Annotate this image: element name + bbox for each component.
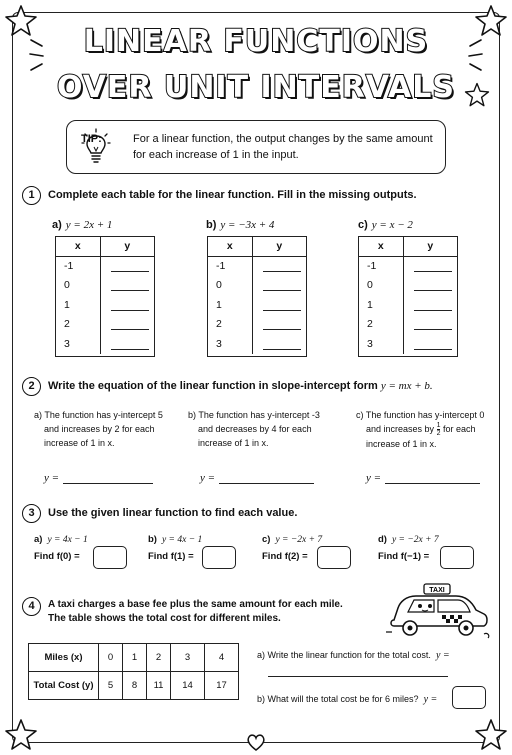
answer-blank[interactable] [111,340,149,350]
answer-blank[interactable] [414,281,452,291]
table-row: 1 [208,295,306,315]
table-row: Miles (x) 0 1 2 3 4 [29,644,239,672]
taxi-icon [384,582,494,642]
find-prompt: Find f(1) = [148,551,194,562]
table-row: -1 [56,256,154,276]
svg-text:TAXI: TAXI [429,587,445,594]
answer-blank[interactable] [111,262,149,272]
answer-blank[interactable] [263,301,301,311]
answer-blank[interactable] [414,340,452,350]
table-row-header: Miles (x) [29,644,99,672]
table-label-c: c) y = x − 2 [358,219,413,231]
table-row: 1 [359,295,457,315]
table-row-header: Total Cost (y) [29,672,99,700]
function-table-a: x y -1 0 1 2 3 [55,236,155,357]
question-4a: a) Write the linear function for the total cost. y = [257,650,450,661]
answer-line-2b[interactable]: y = [200,472,314,484]
problem-2c: c) The function has y-intercept 0 and increases by $\frac{1}{2}$ for each increase of 1 in x. [356,410,485,450]
table-row: 0 [359,276,457,296]
table-row: 3 [208,334,306,354]
table-row: 3 [56,334,154,354]
answer-blank[interactable] [111,281,149,291]
star-icon [4,718,38,752]
table-label-a: a) y = 2x + 1 [52,219,113,231]
table-row: 2 [56,315,154,335]
answer-blank[interactable] [263,340,301,350]
table-row: Total Cost (y) 5 8 11 14 17 [29,672,239,700]
function-table-b: x y -1 0 1 2 3 [207,236,307,357]
star-icon [474,718,508,752]
problem-3a-label: a) y = 4x − 1 [34,534,88,545]
section-number: 3 [22,504,41,523]
section-instruction: Write the equation of the linear function in slope-intercept form y = mx + b. [48,380,433,392]
section-instruction: Use the given linear function to find each value. [48,507,298,519]
table-row: 1 [56,295,154,315]
page-title-line2: OVER UNIT INTERVALS [57,70,455,105]
table-row: 2 [359,315,457,335]
problem-2a: a) The function has y-intercept 5 and increases by 2 for each increase of 1 in x. [34,410,163,448]
tip-text: For a linear function, the output changes by the same amount for each increase of 1 in the input. [133,133,433,161]
find-prompt: Find f(2) = [262,551,308,562]
taxi-cost-table [28,643,239,700]
problem-3c-label: c) y = −2x + 7 [262,534,323,545]
answer-blank[interactable] [414,301,452,311]
heart-icon [246,734,266,752]
section-instruction: A taxi charges a base fee plus the same amount for each mile. The table shows the total cost for different miles. [48,599,343,624]
answer-box-3c[interactable] [317,546,351,569]
answer-line-2a[interactable]: y = [44,472,153,484]
answer-blank[interactable] [263,262,301,272]
answer-blank[interactable] [111,320,149,330]
question-4b: b) What will the total cost be for 6 miles? y = [257,694,438,705]
answer-blank[interactable] [263,281,301,291]
find-prompt: Find f(−1) = [378,551,430,562]
table-row: -1 [359,256,457,276]
table-label-b: b) y = −3x + 4 [206,219,275,231]
section-number: 2 [22,377,41,396]
answer-box-3d[interactable] [440,546,474,569]
answer-blank[interactable] [263,320,301,330]
page-title-line1: LINEAR FUNCTIONS [83,24,429,59]
answer-blank[interactable] [414,262,452,272]
answer-box-3a[interactable] [93,546,127,569]
answer-box-3b[interactable] [202,546,236,569]
table-row: 0 [208,276,306,296]
tip-box [66,120,446,174]
table-row: 3 [359,334,457,354]
function-table-c: x y -1 0 1 2 3 [358,236,458,357]
answer-box-4b[interactable] [452,686,486,709]
answer-line-2c[interactable]: y = [366,472,480,484]
problem-3b-label: b) y = 4x − 1 [148,534,203,545]
find-prompt: Find f(0) = [34,551,80,562]
problem-3d-label: d) y = −2x + 7 [378,534,439,545]
section-number: 4 [22,597,41,616]
tip-label: TIP: [81,133,102,145]
table-row: 0 [56,276,154,296]
table-row: -1 [208,256,306,276]
section-instruction: Complete each table for the linear function. Fill in the missing outputs. [48,189,417,201]
problem-2b: b) The function has y-intercept -3 and decreases by 4 for each increase of 1 in x. [188,410,320,448]
section-number: 1 [22,186,41,205]
answer-blank[interactable] [111,301,149,311]
answer-blank[interactable] [414,320,452,330]
table-row: 2 [208,315,306,335]
answer-line-4a[interactable] [268,676,448,677]
